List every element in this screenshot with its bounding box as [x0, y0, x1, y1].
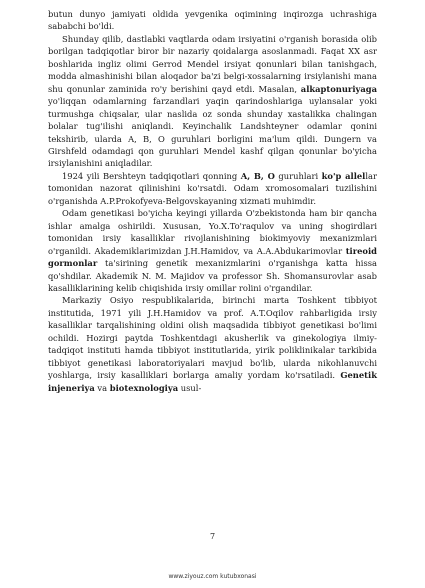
bold-term: biotexnologiya	[109, 382, 179, 393]
text-run: Shunday qilib, dastlabki vaqtlarda odam irsiyatini o'rganish borasida olib borilgan tadqiqotlar biror bir nazariy qoidalarga asoslanmadi. Faqat XX asr boshlarida ingliz olimi Gerrod Mendel irsiyat qonunlari bilan tanishgach, modda almashinishi bilan aloqador ba'zi belgi-xossalarning irsiylanishi mana shu qonunlar zaminida ro'y berishini qayd etdi. Masalan,	[48, 33, 377, 94]
text-run: va	[94, 382, 110, 393]
paragraph	[48, 207, 377, 294]
text-run: Odam genetikasi bo'yicha keyingi yillarda O'zbekistonda ham bir qancha ishlar amalga oshirildi. Xususan, Yo.X.To'raqulov va uning shogirdlari tomonidan irsiy kasalliklar rivojlanishining biokimyoviy mexanizmlari o'rganildi. Akademiklarimizdan J.H.Hamidov, va A.A.Abdukarimovlar	[48, 208, 377, 256]
text-run: Markaziy Osiyo respublikalarida, birinchi marta Toshkent tibbiyot institutida, 1971 yili J.H.Hamidov va prof. A.T.Oqilov rahbarligida irsiy kasalliklar tarqalishining oldini olish maqsadida tibbiyot genetikasi bo'limi ochildi. Hozirgi paytda Toshkentdagi akusherlik va ginekologiya ilmiy-tadqiqot instituti hamda tibbiyot institutlarida, yirik poliklinikalar tarkibida tibbiyot genetikasi laboratoriyalari mavjud bo'lib, ularda nikohlanuvchi yoshlarga, irsiy kasalliklari borlarga amaliy yordam ko'rsatiladi.	[48, 295, 377, 381]
text-run: butun dunyo jamiyati oldida yevgenika oqimining inqirozga uchrashiga sababchi bo'ldi.	[48, 9, 377, 32]
page-number: 7	[209, 532, 216, 541]
bold-term: Genetik injeneriya	[48, 370, 377, 393]
text-run: ta'sirining genetik mexanizmlarini o'rganishga katta hissa qo'shdilar. Akademik N. M. Majidov va professor Sh. Shomansurovlar asab kasalliklarining kelib chiqishida irsiy omillar rolini o'rgandilar.	[48, 258, 377, 293]
text-run: usul-	[178, 382, 202, 393]
paragraph	[48, 294, 377, 394]
bold-term: ko'p allel	[321, 170, 366, 181]
bold-term: tireoid gormonlar	[48, 245, 377, 269]
text-run: guruhlari	[274, 170, 322, 181]
bold-term: A, B, O	[240, 170, 275, 181]
text-run: lar tomonidan nazorat qilinishini ko'rsatdi. Odam xromosomalari tuzilishini o'rganishda A.P.Prokofyeva-Belgovskayaning xizmati muhimdir.	[48, 170, 377, 206]
bold-term: alkaptonuriyaga	[300, 83, 377, 94]
paragraph	[48, 8, 377, 33]
text-run: 1924 yili Bershteyn tadqiqotlari qonning	[62, 170, 241, 181]
paragraph	[48, 33, 377, 170]
page-body	[48, 8, 377, 394]
footer-url: www.ziyouz.com kutubxonasi	[168, 573, 257, 580]
paragraph	[48, 170, 377, 207]
text-run: yo'liqqan odamlarning farzandlari yaqin qarindoshlariga uylansalar yoki turmushga chiqsalar, ular naslida oz sonda shunday xastalikka chalingan bolalar tug'ilishi aniqlandi. Keyinchalik Landshteyner odamlar qonini tekshirib, ularda A, B, O guruhlari borligini ma'lum qildi. Dungern va Girshfeld odamdagi qon guruhlari Mendel kashf qilgan qonunlar bo'yicha irsiylanishini aniqladilar.	[48, 96, 377, 169]
